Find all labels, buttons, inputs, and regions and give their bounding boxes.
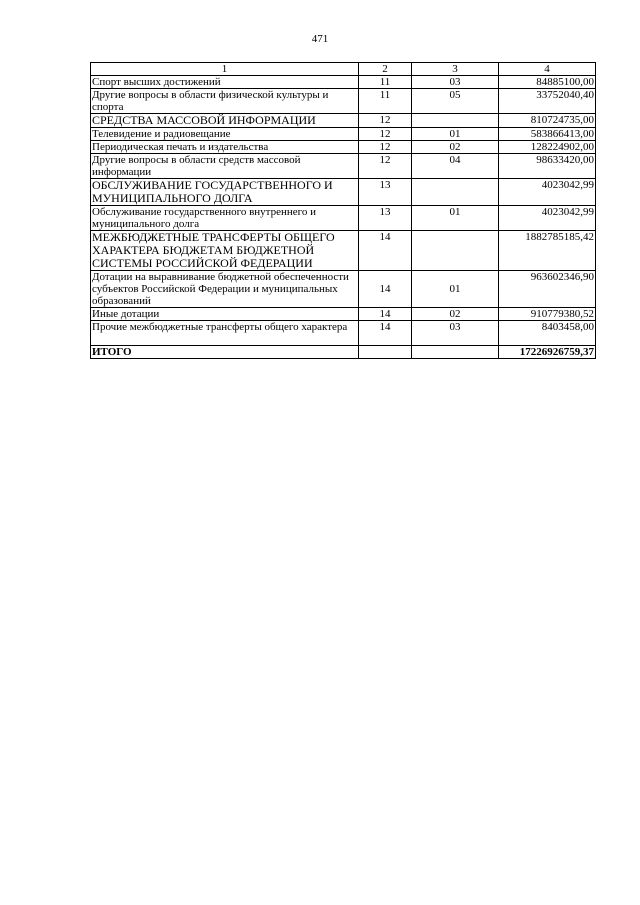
row-amount: 128224902,00 <box>499 141 596 154</box>
table-row <box>91 231 596 271</box>
row-name: МЕЖБЮДЖЕТНЫЕ ТРАНСФЕРТЫ ОБЩЕГО ХАРАКТЕРА БЮДЖЕТАМ БЮДЖЕТНОЙ СИСТЕМЫ РОССИЙСКОЙ ФЕДЕРАЦИИ <box>91 231 359 271</box>
row-amount: 1882785185,42 <box>499 231 596 271</box>
row-name: Спорт высших достижений <box>91 76 359 89</box>
row-amount: 810724735,00 <box>499 114 596 128</box>
row-section-code: 14 <box>359 308 412 321</box>
table-row <box>91 271 596 308</box>
row-subsection-code: 02 <box>412 308 499 321</box>
row-section-code: 12 <box>359 128 412 141</box>
row-section-code: 14 <box>359 321 412 346</box>
column-header: 1 <box>91 63 359 76</box>
budget-table <box>90 62 596 359</box>
row-subsection-code: 01 <box>412 128 499 141</box>
table-row <box>91 206 596 231</box>
row-amount: 98633420,00 <box>499 154 596 179</box>
row-section-code: 13 <box>359 206 412 231</box>
table-total-row <box>91 346 596 359</box>
row-subsection-code: 04 <box>412 154 499 179</box>
row-amount: 33752040,40 <box>499 89 596 114</box>
table-row <box>91 89 596 114</box>
table-row <box>91 76 596 89</box>
table-row <box>91 114 596 128</box>
total-label: ИТОГО <box>91 346 359 359</box>
row-amount: 963602346,90 <box>499 271 596 308</box>
row-subsection-code: 02 <box>412 141 499 154</box>
table-header-row <box>91 63 596 76</box>
row-name: Иные дотации <box>91 308 359 321</box>
row-subsection-code <box>412 231 499 271</box>
row-name: Дотации на выравнивание бюджетной обеспеченности субъектов Российской Федерации и муниципальных образований <box>91 271 359 308</box>
table-row <box>91 154 596 179</box>
row-section-code: 11 <box>359 89 412 114</box>
row-amount: 910779380,52 <box>499 308 596 321</box>
table-row <box>91 321 596 346</box>
row-section-code: 12 <box>359 114 412 128</box>
row-section-code: 14 <box>359 271 412 308</box>
row-name: Другие вопросы в области физической культуры и спорта <box>91 89 359 114</box>
row-subsection-code: 01 <box>412 271 499 308</box>
row-section-code <box>359 346 412 359</box>
row-subsection-code <box>412 346 499 359</box>
table-row <box>91 308 596 321</box>
row-name: Прочие межбюджетные трансферты общего характера <box>91 321 359 346</box>
row-subsection-code <box>412 114 499 128</box>
table-row <box>91 141 596 154</box>
row-section-code: 12 <box>359 154 412 179</box>
row-subsection-code: 03 <box>412 321 499 346</box>
total-amount: 17226926759,37 <box>499 346 596 359</box>
row-section-code: 11 <box>359 76 412 89</box>
row-name: Другие вопросы в области средств массовой информации <box>91 154 359 179</box>
row-name: ОБСЛУЖИВАНИЕ ГОСУДАРСТВЕННОГО И МУНИЦИПАЛЬНОГО ДОЛГА <box>91 179 359 206</box>
row-amount: 583866413,00 <box>499 128 596 141</box>
row-name: СРЕДСТВА МАССОВОЙ ИНФОРМАЦИИ <box>91 114 359 128</box>
row-subsection-code: 01 <box>412 206 499 231</box>
column-header: 3 <box>412 63 499 76</box>
row-subsection-code: 05 <box>412 89 499 114</box>
row-section-code: 12 <box>359 141 412 154</box>
row-subsection-code: 03 <box>412 76 499 89</box>
row-subsection-code <box>412 179 499 206</box>
row-name: Обслуживание государственного внутреннего и муниципального долга <box>91 206 359 231</box>
table-row <box>91 179 596 206</box>
row-section-code: 14 <box>359 231 412 271</box>
column-header: 2 <box>359 63 412 76</box>
page-number: 471 <box>311 33 329 45</box>
row-section-code: 13 <box>359 179 412 206</box>
row-amount: 8403458,00 <box>499 321 596 346</box>
table-row <box>91 128 596 141</box>
row-amount: 4023042,99 <box>499 179 596 206</box>
column-header: 4 <box>499 63 596 76</box>
row-amount: 4023042,99 <box>499 206 596 231</box>
row-name: Телевидение и радиовещание <box>91 128 359 141</box>
row-name: Периодическая печать и издательства <box>91 141 359 154</box>
row-amount: 84885100,00 <box>499 76 596 89</box>
